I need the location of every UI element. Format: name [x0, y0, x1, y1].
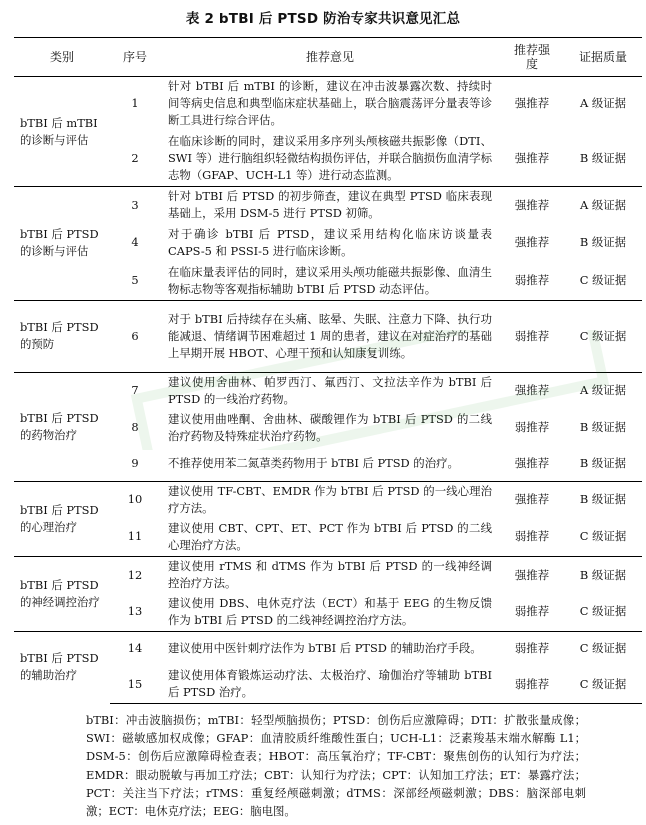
- strength-cell: 弱推荐: [500, 631, 564, 666]
- row-number: 2: [131, 150, 139, 165]
- row-number: 3: [110, 187, 160, 224]
- quality-cell: A 级证据: [564, 77, 642, 131]
- recommendation-text: 在临床诊断的同时，建议采用多序列头颅核磁共振影像（DTI、SWI 等）进行脑组织轻微结构损伤评估，并联合脑损伤血清学标志物（GFAP、UCH-L1 等）进行动态监测。: [168, 133, 492, 182]
- quality-cell: C 级证据: [579, 273, 627, 288]
- strength-cell: 弱推荐: [500, 666, 564, 703]
- recommendation-text: 建议使用舍曲林、帕罗西汀、氟西汀、文拉法辛作为 bTBI 后 PTSD 的一线治疗药物。: [160, 372, 500, 409]
- header-quality: 证据质量: [564, 38, 642, 77]
- table-row: [14, 77, 642, 131]
- strength-cell: 强推荐: [500, 372, 564, 409]
- strength-cell: 弱推荐: [514, 420, 550, 434]
- row-number: 1: [110, 77, 160, 131]
- recommendation-text: 对于 bTBI 后持续存在头痛、眩晕、失眠、注意力下降、执行功能减退、情绪调节困难超过 1 周的患者，建议在对症治疗的基础上早期开展 HBOT、心理干预和认知康复训练。: [160, 300, 500, 372]
- quality-cell: B 级证据: [579, 150, 627, 165]
- recommendation-text: 在临床量表评估的同时，建议采用头颅功能磁共振影像、血清生物标志物等客观指标辅助 bTBI 后 PTSD 动态评估。: [168, 264, 492, 296]
- strength-cell: 强推荐: [500, 557, 564, 594]
- row-number: 8: [131, 420, 139, 434]
- row-number: 7: [110, 372, 160, 409]
- header-number: 序号: [110, 38, 160, 77]
- category-cell: bTBI 后 PTSD 的预防: [14, 300, 110, 372]
- quality-cell: C 级证据: [564, 300, 642, 372]
- row-number: 4: [131, 235, 139, 249]
- row-number: 9: [131, 455, 139, 470]
- row-number: 13: [127, 604, 143, 619]
- row-number: 10: [110, 481, 160, 518]
- table-row: [14, 557, 642, 594]
- category-cell: bTBI 后 PTSD 的辅助治疗: [14, 631, 110, 703]
- strength-cell: 强推荐: [514, 455, 550, 470]
- strength-cell: 弱推荐: [514, 604, 550, 619]
- header-strength: [500, 38, 564, 77]
- quality-cell: B 级证据: [564, 481, 642, 518]
- quality-cell: B 级证据: [579, 235, 627, 249]
- recommendation-text: 建议使用 TF-CBT、EMDR 作为 bTBI 后 PTSD 的一线心理治疗方法。: [160, 481, 500, 518]
- strength-cell: 弱推荐: [514, 273, 550, 288]
- recommendation-text: 建议使用中医针刺疗法作为 bTBI 后 PTSD 的辅助治疗手段。: [160, 631, 500, 666]
- quality-cell: B 级证据: [579, 455, 627, 470]
- strength-cell: 强推荐: [500, 481, 564, 518]
- quality-cell: C 级证据: [579, 529, 627, 544]
- recommendation-text: 建议使用曲唑酮、舍曲林、碳酸锂作为 bTBI 后 PTSD 的二线治疗药物及特殊症状治疗药物。: [168, 411, 492, 443]
- category-cell: bTBI 后 mTBI 的诊断与评估: [14, 77, 110, 187]
- strength-cell: 强推荐: [500, 77, 564, 131]
- category-cell: bTBI 后 PTSD 的心理治疗: [14, 481, 110, 557]
- quality-cell: C 级证据: [564, 666, 642, 703]
- table-row: [14, 372, 642, 409]
- quality-cell: A 级证据: [564, 372, 642, 409]
- recommendation-text: 不推荐使用苯二氮䓬类药物用于 bTBI 后 PTSD 的治疗。: [168, 455, 459, 470]
- recommendation-text: 对于确诊 bTBI 后 PTSD，建议采用结构化临床访谈量表 CAPS-5 和 PSSI-5 进行临床诊断。: [168, 226, 492, 258]
- table-row: [14, 481, 642, 518]
- table-header-row: [14, 38, 642, 77]
- category-cell: bTBI 后 PTSD 的神经调控治疗: [14, 557, 110, 632]
- recommendation-text: 建议使用体育锻炼运动疗法、太极治疗、瑜伽治疗等辅助 bTBI 后 PTSD 治疗。: [160, 666, 500, 703]
- row-number: 15: [110, 666, 160, 703]
- quality-cell: C 级证据: [564, 631, 642, 666]
- recommendation-text: 针对 bTBI 后 PTSD 的初步筛查，建议在典型 PTSD 临床表现基础上，采用 DSM-5 进行 PTSD 初筛。: [160, 187, 500, 224]
- header-recommendation: 推荐意见: [160, 38, 500, 77]
- row-number: 11: [127, 529, 143, 544]
- table-row: [14, 187, 642, 224]
- category-cell: bTBI 后 PTSD 的药物治疗: [14, 372, 110, 481]
- strength-cell: 弱推荐: [500, 300, 564, 372]
- header-category: 类别: [14, 38, 110, 77]
- table-row: [14, 300, 642, 372]
- quality-cell: B 级证据: [564, 557, 642, 594]
- category-cell: bTBI 后 PTSD 的诊断与评估: [14, 187, 110, 301]
- consensus-table-container: [14, 37, 642, 704]
- strength-cell: 弱推荐: [514, 529, 550, 544]
- recommendation-text: 针对 bTBI 后 mTBI 的诊断，建议在冲击波暴露次数、持续时间等病史信息和典型临床症状基础上，联合脑震荡评分量表等诊断工具进行综合评估。: [160, 77, 500, 131]
- recommendation-text: 建议使用 DBS、电休克疗法（ECT）和基于 EEG 的生物反馈作为 bTBI 后 PTSD 的二线神经调控治疗方法。: [168, 595, 492, 627]
- strength-cell: 强推荐: [500, 187, 564, 224]
- row-number: 6: [110, 300, 160, 372]
- recommendation-text: 建议使用 rTMS 和 dTMS 作为 bTBI 后 PTSD 的一线神经调控治疗方法。: [160, 557, 500, 594]
- strength-cell: 强推荐: [514, 150, 550, 165]
- quality-cell: B 级证据: [579, 420, 627, 434]
- quality-cell: C 级证据: [579, 604, 627, 619]
- row-number: 14: [110, 631, 160, 666]
- strength-cell: 强推荐: [514, 235, 550, 249]
- abbreviation-footnote: bTBI：冲击波脑损伤；mTBI：轻型颅脑损伤；PTSD：创伤后应激障碍；DTI：扩散张量成像；SWI：磁敏感加权成像；GFAP：血清胶质纤维酸性蛋白；UCH-L1：泛素羧基末端水解酶 L1；DSM-5：创伤后应激障碍检查表；HBOT：高压氧治疗；TF-CBT：聚焦创伤的认知行为疗法；EMDR：眼动脱敏与再加工疗法；CBT：认知行为疗法；CPT：认知加工疗法；ET：暴露疗法；PCT：关注当下疗法；rTMS：重复经颅磁刺激；dTMS：深部经颅磁刺激；DBS：脑深部电刺激；ECT：电休克疗法；EEG：脑电图。: [86, 713, 586, 819]
- table-title: 表 2 bTBI 后 PTSD 防治专家共识意见汇总: [185, 11, 461, 27]
- quality-cell: A 级证据: [564, 187, 642, 224]
- recommendation-text: 建议使用 CBT、CPT、ET、PCT 作为 bTBI 后 PTSD 的二线心理治疗方法。: [168, 520, 492, 552]
- consensus-table: [14, 37, 642, 704]
- row-number: 5: [131, 273, 139, 288]
- row-number: 12: [110, 557, 160, 594]
- table-row: [14, 631, 642, 666]
- header-strength-label: 推荐强度: [513, 43, 550, 71]
